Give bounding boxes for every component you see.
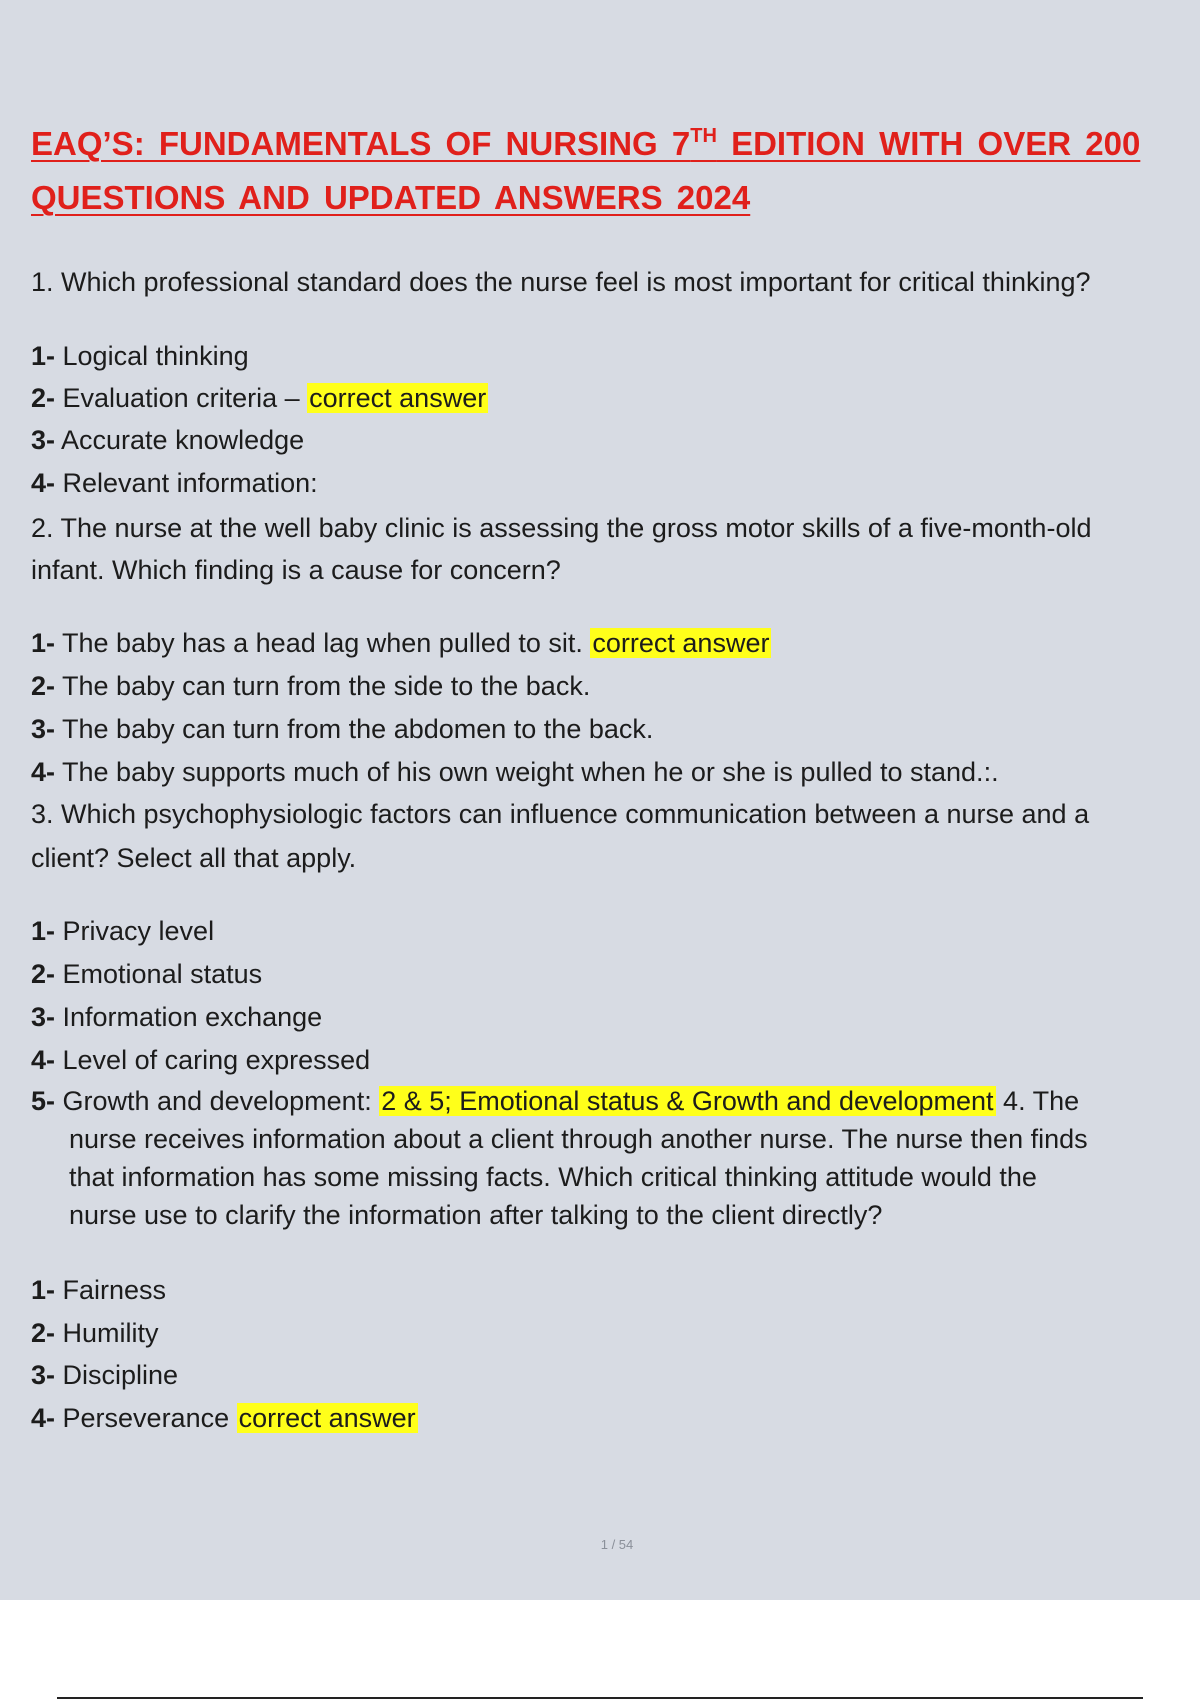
page-indicator: 1 / 54 [600, 1537, 634, 1552]
correct-answer-highlight: 2 & 5; Emotional status & Growth and development [381, 1086, 994, 1116]
q1-option-3: 3- Accurate knowledge [31, 425, 305, 455]
q3-option-5: 5- Growth and development: 2 & 5; Emotional status & Growth and development 4. The [31, 1086, 1080, 1116]
question-4-stem-line-3: nurse use to clarify the information after talking to the client directly? [69, 1200, 883, 1230]
q2-option-2: 2- The baby can turn from the side to the back. [31, 671, 591, 701]
question-3-stem-line-1: 3. Which psychophysiologic factors can influence communication between a nurse and a [31, 799, 1090, 829]
q3-option-3: 3- Information exchange [31, 1002, 323, 1032]
divider-line [57, 1697, 1143, 1699]
q4-option-4: 4- Perseverance correct answer [31, 1403, 416, 1433]
document-title-line-1: EAQ’S: FUNDAMENTALS OF NURSING 7TH EDITION WITH OVER 200 [31, 125, 1141, 162]
q3-option-4: 4- Level of caring expressed [31, 1045, 371, 1075]
question-2-stem-line-2: infant. Which finding is a cause for concern? [31, 555, 561, 585]
correct-answer-highlight: correct answer [238, 1403, 416, 1433]
question-1-stem: 1. Which professional standard does the nurse feel is most important for critical thinking? [31, 267, 1091, 297]
question-2-stem-line-1: 2. The nurse at the well baby clinic is assessing the gross motor skills of a five-month-old [31, 513, 1092, 543]
q2-option-1: 1- The baby has a head lag when pulled to sit. correct answer [31, 628, 770, 658]
q4-option-2: 2- Humility [31, 1318, 159, 1348]
q4-option-1: 1- Fairness [31, 1275, 167, 1305]
q1-option-4: 4- Relevant information: [31, 468, 318, 498]
q1-option-2: 2- Evaluation criteria – correct answer [31, 383, 487, 413]
q2-option-4: 4- The baby supports much of his own weight when he or she is pulled to stand.:. [31, 757, 999, 787]
q3-option-2: 2- Emotional status [31, 959, 263, 989]
correct-answer-highlight: correct answer [592, 628, 770, 658]
q1-option-1: 1- Logical thinking [31, 341, 249, 371]
q2-option-3: 3- The baby can turn from the abdomen to the back. [31, 714, 654, 744]
question-3-stem-line-2: client? Select all that apply. [31, 843, 357, 873]
q3-option-1: 1- Privacy level [31, 916, 215, 946]
correct-answer-highlight: correct answer [309, 383, 487, 413]
question-4-stem-line-2: that information has some missing facts. Which critical thinking attitude would the [69, 1162, 1037, 1192]
document-title-line-2: QUESTIONS AND UPDATED ANSWERS 2024 [31, 179, 751, 216]
q4-option-3: 3- Discipline [31, 1360, 179, 1390]
question-4-stem-line-1: nurse receives information about a client through another nurse. The nurse then finds [69, 1124, 1088, 1154]
